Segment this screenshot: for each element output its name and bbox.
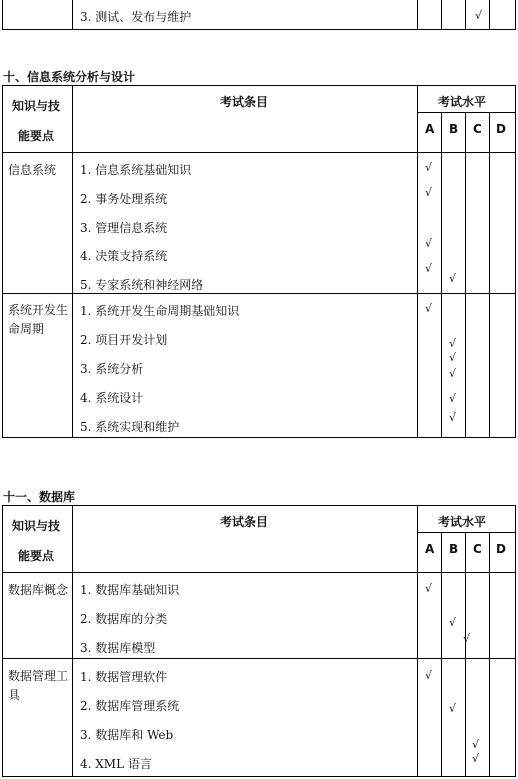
group-name: 信息系统 — [8, 163, 57, 177]
header-knowledge: 能要点 — [18, 549, 55, 563]
list-item: 2. 数据库管理系统 — [80, 699, 180, 713]
check-mark-a: √ — [425, 186, 433, 199]
top-item-mark-c: √ — [475, 9, 483, 22]
list-item: 1. 数据库基础知识 — [80, 583, 180, 597]
check-mark-c: √ — [463, 632, 471, 645]
header-level: 考试水平 — [438, 515, 487, 529]
group-name: 数据管理工具 — [8, 669, 69, 702]
group-name: 数据库概念 — [8, 583, 69, 597]
section-title: 十、信息系统分析与设计 — [3, 70, 136, 84]
check-mark-a: √ — [425, 237, 433, 250]
header-knowledge: 能要点 — [18, 129, 55, 143]
list-item: 1. 信息系统基础知识 — [80, 163, 192, 177]
header-col-c: C — [473, 542, 482, 556]
list-item: 3. 管理信息系统 — [80, 221, 168, 235]
section-table — [2, 505, 516, 777]
top-item-text: 3. 测试、发布与维护 — [80, 10, 192, 24]
list-item: 1. 数据管理软件 — [80, 670, 168, 684]
header-col-b: B — [449, 122, 459, 136]
list-item: 4. 系统设计 — [80, 391, 144, 405]
list-item: 5. 专家系统和神经网络 — [80, 278, 204, 292]
check-mark-b: √ — [449, 616, 457, 629]
list-item: 1. 系统开发生命周期基础知识 — [80, 304, 240, 318]
header-col-d: D — [496, 542, 506, 556]
check-mark-c: √ √ — [472, 738, 480, 765]
group-name: 系统开发生命周期 — [8, 303, 69, 336]
header-knowledge: 知识与技 — [12, 519, 61, 533]
list-item: 3. 数据库模型 — [80, 641, 156, 655]
check-mark-b: √ — [449, 272, 457, 285]
section-table — [2, 85, 516, 438]
check-mark-a: √ — [425, 669, 433, 682]
list-item: 4. XML 语言 — [80, 757, 152, 771]
check-mark-a: √ — [425, 302, 433, 315]
check-mark-b: √ — [449, 702, 457, 715]
header-col-a: A — [425, 542, 435, 556]
list-item: 2. 事务处理系统 — [80, 192, 168, 206]
header-knowledge: 知识与技 — [12, 99, 61, 113]
check-mark-a: √ — [425, 582, 433, 595]
check-mark-a: √ — [425, 161, 433, 174]
section-title: 十一、数据库 — [3, 490, 76, 504]
header-level: 考试水平 — [438, 95, 487, 109]
top-fragment-table — [2, 0, 516, 30]
header-col-d: D — [496, 122, 506, 136]
list-item: 4. 决策支持系统 — [80, 249, 168, 263]
list-item: 2. 项目开发计划 — [80, 333, 168, 347]
header-col-a: A — [425, 122, 435, 136]
list-item: 5. 系统实现和维护 — [80, 420, 180, 434]
check-mark-b: √ √ — [449, 337, 457, 364]
check-mark-b: √ — [449, 367, 457, 380]
check-mark-b: √ — [449, 411, 457, 424]
check-mark-a: √ — [425, 262, 433, 275]
check-mark-b: √ — [449, 392, 457, 405]
header-items: 考试条目 — [220, 95, 269, 109]
list-item: 2. 数据库的分类 — [80, 612, 168, 626]
list-item: 3. 系统分析 — [80, 362, 144, 376]
header-items: 考试条目 — [220, 515, 269, 529]
header-col-b: B — [449, 542, 459, 556]
list-item: 3. 数据库和 Web — [80, 728, 174, 742]
header-col-c: C — [473, 122, 482, 136]
